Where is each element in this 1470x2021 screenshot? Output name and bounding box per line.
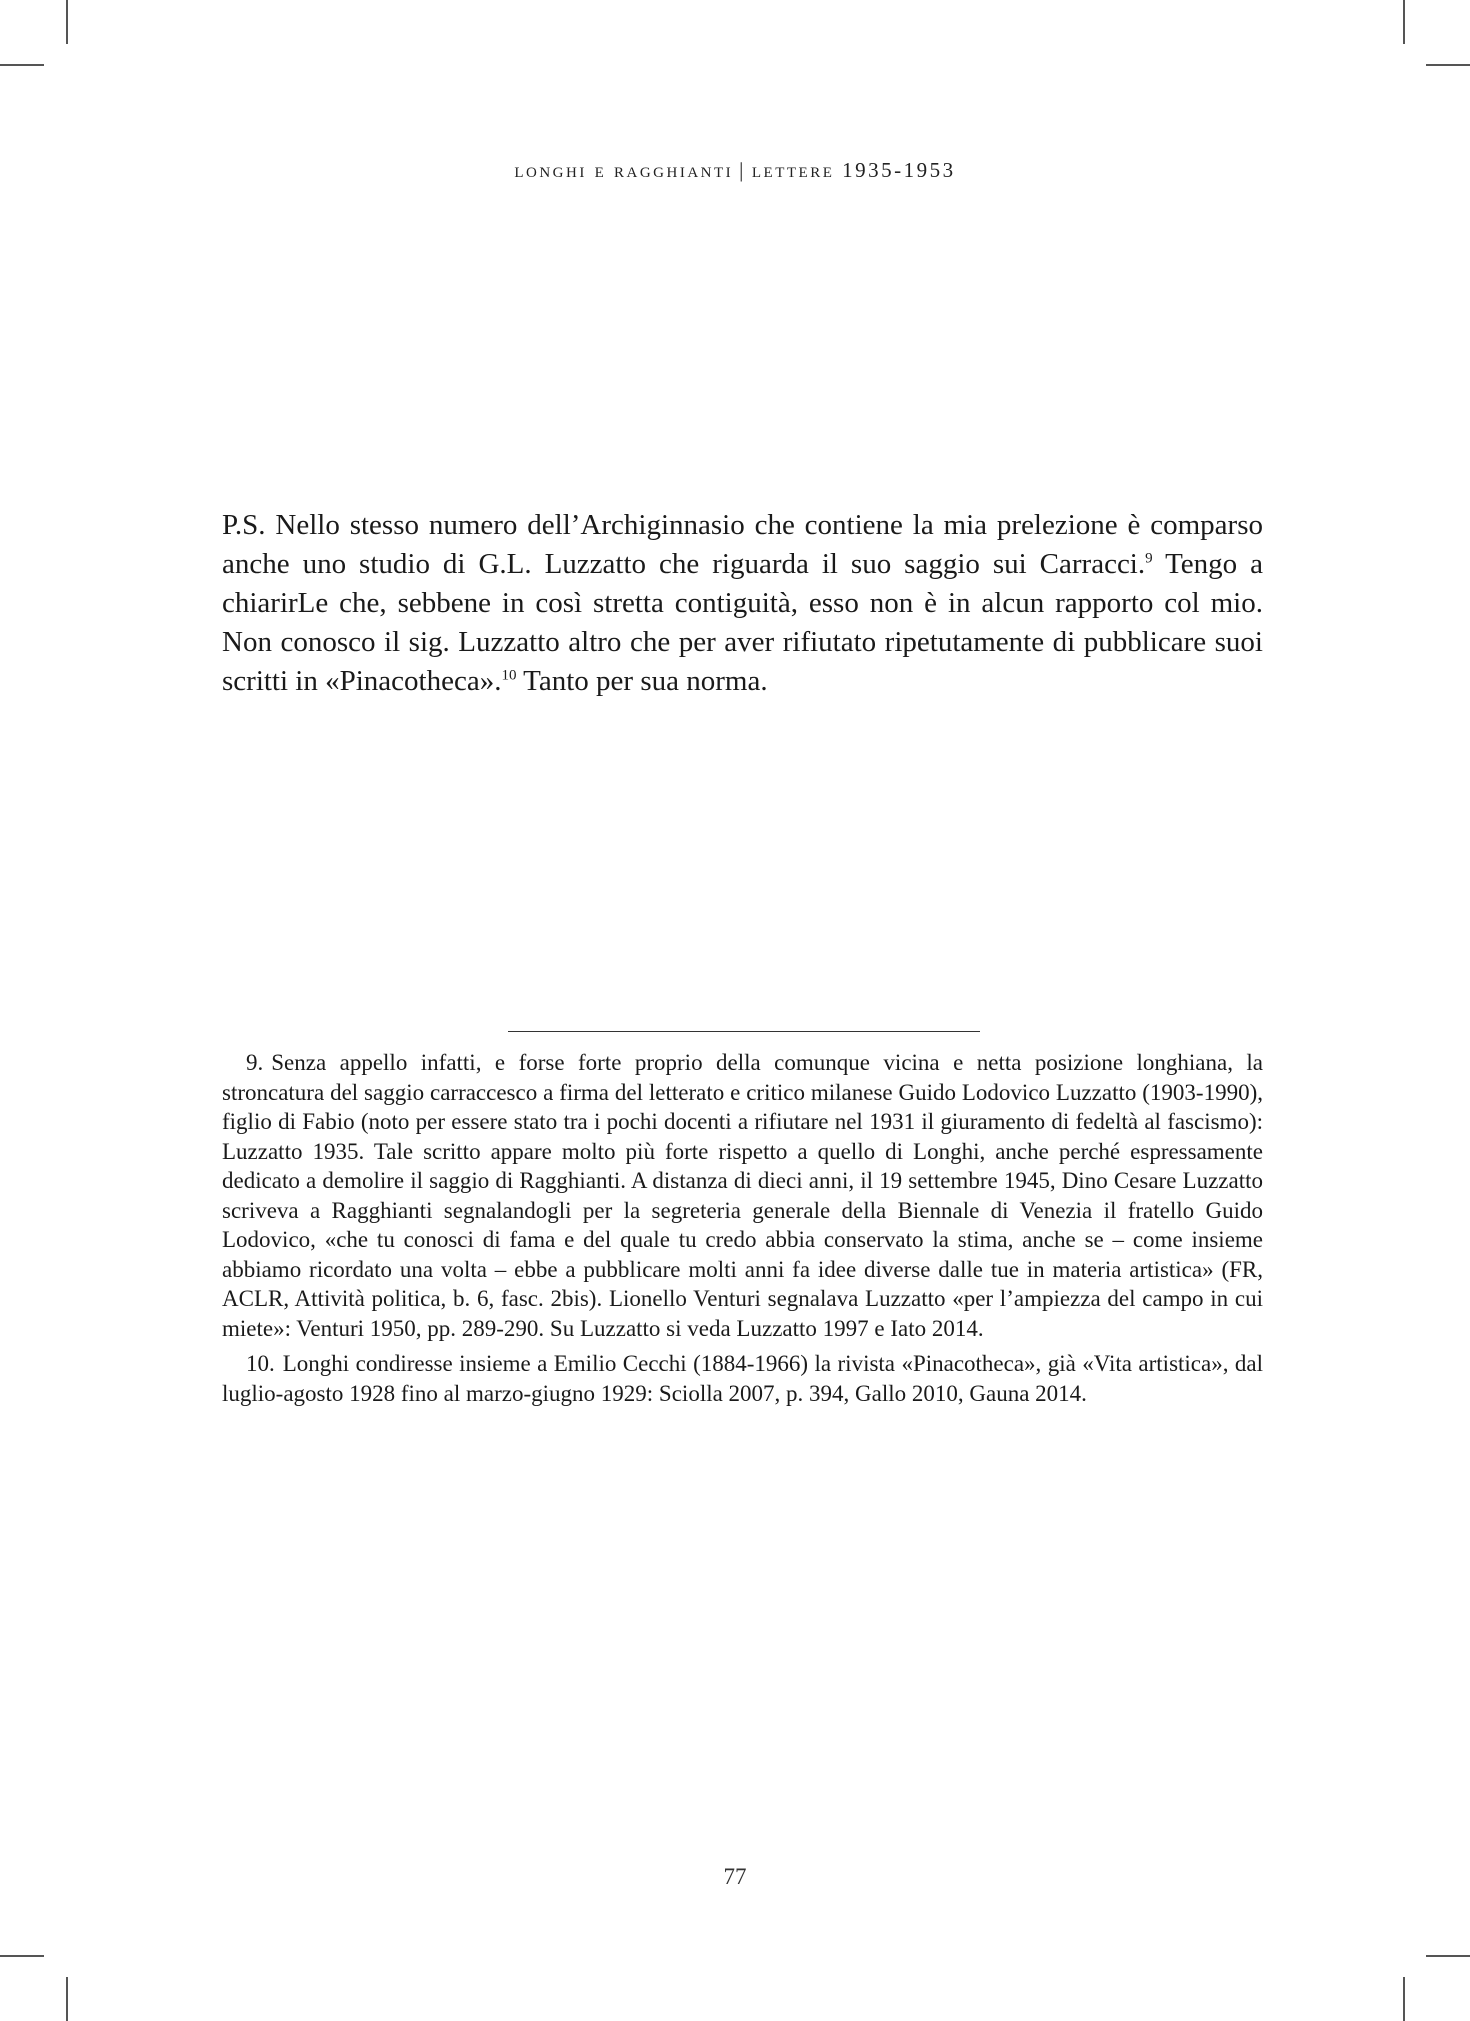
footnote-number: 9.: [246, 1050, 264, 1075]
footnote-ref-10[interactable]: 10: [501, 667, 517, 684]
footnotes: [222, 1048, 1263, 1414]
footnote-10: [222, 1349, 1263, 1408]
footnote-9: [222, 1048, 1263, 1343]
crop-mark-top-right-vertical: [1403, 0, 1405, 44]
footnote-ref-9[interactable]: 9: [1145, 550, 1153, 567]
running-head-separator: |: [739, 158, 746, 182]
crop-mark-top-right-horizontal: [1426, 64, 1470, 66]
postscript-text-1: P.S. Nello stesso numero dell’Archiginnasio che contiene la mia prelezione è comparso anche uno studio di G.L. Luzzatto che riguarda il suo saggio sui Carracci.: [222, 509, 1263, 580]
page-number: 77: [723, 1864, 747, 1889]
footnote-text: Longhi condiresse insieme a Emilio Cecchi (1884-1966) la rivista «Pinacotheca», già «Vita artistica», dal luglio-agosto 1928 fino al marzo-giugno 1929: Sciolla 2007, p. 394, Gallo 2010, Gauna 2014.: [222, 1351, 1263, 1406]
running-head: [0, 158, 1470, 183]
footnote-text: Senza appello infatti, e forse forte proprio della comunque vicina e netta posizione longhiana, la stroncatura del saggio carraccesco a firma del letterato e critico milanese Guido Lodovico Luzzatto (1903-1990), figlio di Fabio (noto per essere stato tra i pochi docenti a rifiutare nel 1931 il giuramento di fedeltà al fascismo): Luzzatto 1935. Tale scritto appare molto più forte rispetto a quello di Longhi, anche perché espressamente dedicato a demolire il saggio di Ragghianti. A distanza di dieci anni, il 19 settembre 1945, Dino Cesare Luzzatto scriveva a Ragghianti segnalandogli per la segreteria generale della Biennale di Venezia il fratello Guido Lodovico, «che tu conosci di fama e del quale tu credo abbia conservato la stima, anche se – come insieme abbiamo ricordato una volta – ebbe a pubblicare molti anni fa idee diverse dalle tue in materia artistica» (FR, ACLR, Attività politica, b. 6, fasc. 2bis). Lionello Venturi segnalava Luzzatto «per l’ampiezza del campo in cui miete»: Venturi 1950, pp. 289-290. Su Luzzatto si veda Luzzatto 1997 e Iato 2014.: [222, 1050, 1263, 1341]
footnote-separator: [508, 1031, 980, 1032]
postscript-paragraph: [222, 506, 1263, 701]
crop-mark-bottom-right-horizontal: [1426, 1955, 1470, 1957]
running-head-left: longhi e ragghianti: [514, 158, 734, 182]
postscript-text-3: Tanto per sua norma.: [516, 665, 768, 697]
crop-mark-top-left-horizontal: [0, 64, 44, 66]
running-head-right: lettere 1935-1953: [751, 158, 956, 182]
crop-mark-bottom-left-vertical: [66, 1977, 68, 2021]
postscript-text-2: Tengo a chiarirLe che, sebbene in così stretta contiguità, esso non è in alcun rapporto col mio. Non conosco il sig. Luzzatto altro che per aver rifiutato ripetutamente di pubblicare suoi scritti in «Pinacotheca».: [222, 548, 1263, 697]
footnote-number: 10.: [246, 1351, 275, 1376]
crop-mark-top-left-vertical: [66, 0, 68, 44]
crop-mark-bottom-left-horizontal: [0, 1955, 44, 1957]
crop-mark-bottom-right-vertical: [1403, 1977, 1405, 2021]
